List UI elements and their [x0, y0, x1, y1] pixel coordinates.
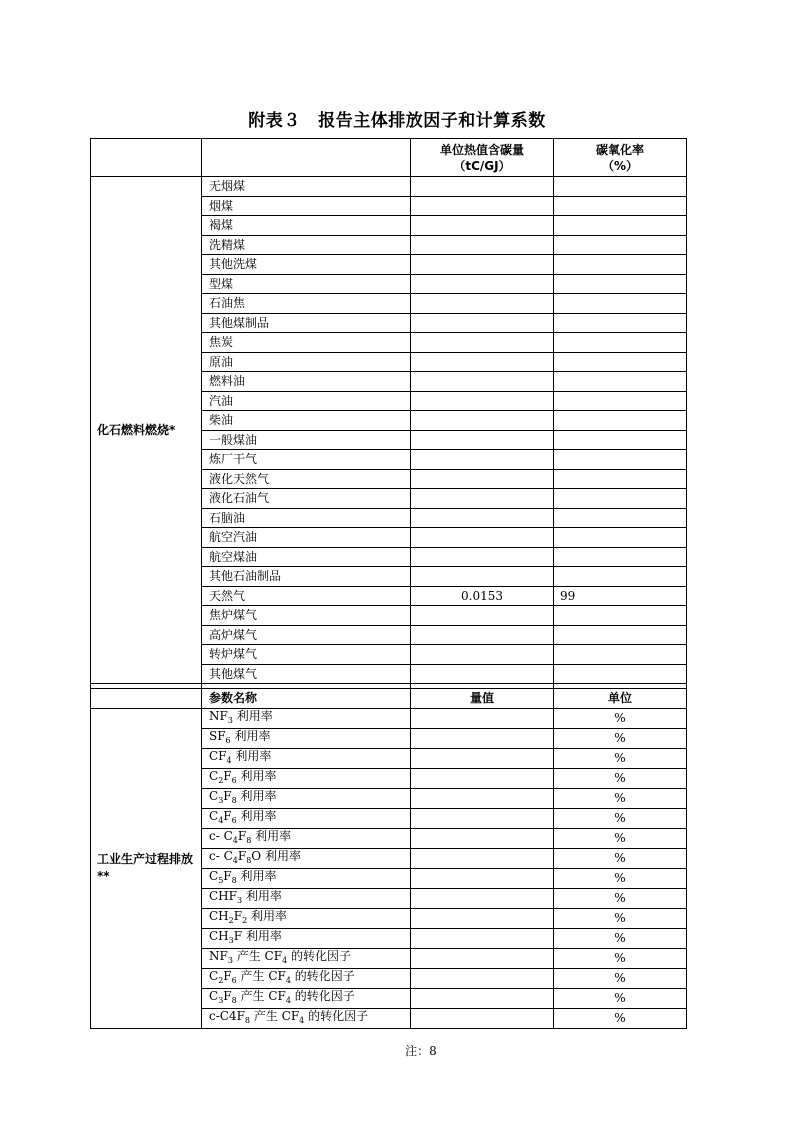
fuel-name: 石油焦 [202, 294, 411, 314]
parameter-value [411, 928, 554, 948]
parameter-value [411, 848, 554, 868]
parameter-value [411, 808, 554, 828]
carbon-content-value [411, 411, 554, 431]
header-empty-1 [91, 139, 202, 177]
parameter-value [411, 768, 554, 788]
header-carbon-content [411, 139, 554, 177]
carbon-content-value [411, 430, 554, 450]
fuel-name: 原油 [202, 352, 411, 372]
carbon-content-value [411, 391, 554, 411]
carbon-content-value [411, 333, 554, 353]
parameter-unit: % [554, 828, 687, 848]
fuel-row [91, 177, 687, 197]
header-oxidation-line1: 碳氧化率 [595, 142, 644, 157]
header-oxidation-line2: （%） [601, 158, 639, 173]
oxidation-rate-value [554, 547, 687, 567]
carbon-content-value [411, 255, 554, 275]
parameter-value [411, 728, 554, 748]
parameter-value [411, 828, 554, 848]
oxidation-rate-value [554, 430, 687, 450]
carbon-content-value [411, 294, 554, 314]
parameter-name: $CF_4$ 利用率 [202, 748, 411, 768]
oxidation-rate-value [554, 625, 687, 645]
parameter-value [411, 948, 554, 968]
value-header: 量值 [411, 689, 554, 709]
fuel-name: 型煤 [202, 274, 411, 294]
carbon-content-value [411, 177, 554, 197]
oxidation-rate-value [554, 196, 687, 216]
oxidation-rate-value [554, 177, 687, 197]
parameter-value [411, 1008, 554, 1028]
parameter-unit: % [554, 888, 687, 908]
carbon-content-value [411, 235, 554, 255]
parameter-value [411, 908, 554, 928]
page-footer: 注：8 [405, 1044, 437, 1058]
parameter-unit: % [554, 748, 687, 768]
fuel-name: 焦炭 [202, 333, 411, 353]
parameter-name: $CH_2F_2$ 利用率 [202, 908, 411, 928]
carbon-content-value [411, 352, 554, 372]
carbon-content-value [411, 489, 554, 509]
parameter-name: $NF_3$ 产生 $CF_4$ 的转化因子 [202, 948, 411, 968]
fuel-name: 褐煤 [202, 216, 411, 236]
carbon-content-value [411, 216, 554, 236]
header-carbon-line2: （tC/GJ） [453, 158, 511, 173]
carbon-content-value [411, 547, 554, 567]
oxidation-rate-value [554, 333, 687, 353]
fuel-name: 无烟煤 [202, 177, 411, 197]
fuel-name: 汽油 [202, 391, 411, 411]
oxidation-rate-value [554, 508, 687, 528]
carbon-content-value: 0.0153 [411, 586, 554, 606]
fuel-name: 石脑油 [202, 508, 411, 528]
oxidation-rate-value: 99 [554, 586, 687, 606]
industrial-header-empty [91, 689, 202, 709]
parameter-unit: % [554, 928, 687, 948]
parameter-value [411, 748, 554, 768]
header-carbon-line1: 单位热值含碳量 [439, 142, 524, 157]
oxidation-rate-value [554, 255, 687, 275]
fuel-name: 液化石油气 [202, 489, 411, 509]
oxidation-rate-value [554, 645, 687, 665]
fuel-name: 其他煤制品 [202, 313, 411, 333]
fuel-name: 液化天然气 [202, 469, 411, 489]
header-oxidation-rate [554, 139, 687, 177]
oxidation-rate-value [554, 606, 687, 626]
carbon-content-value [411, 508, 554, 528]
parameter-name: $C_3F_8$ 产生 $CF_4$ 的转化因子 [202, 988, 411, 1008]
oxidation-rate-value [554, 313, 687, 333]
carbon-content-value [411, 313, 554, 333]
param-name-header: 参数名称 [202, 689, 411, 709]
fuel-name: 烟煤 [202, 196, 411, 216]
fuel-name: 其他洗煤 [202, 255, 411, 275]
parameter-unit: % [554, 948, 687, 968]
oxidation-rate-value [554, 450, 687, 470]
oxidation-rate-value [554, 352, 687, 372]
parameter-unit: % [554, 868, 687, 888]
parameter-unit: % [554, 968, 687, 988]
parameter-value [411, 888, 554, 908]
carbon-content-value [411, 625, 554, 645]
fuel-name: 柴油 [202, 411, 411, 431]
parameter-name: $c-C4F_8$ 产生 $CF_4$ 的转化因子 [202, 1008, 411, 1028]
carbon-content-value [411, 469, 554, 489]
parameter-unit: % [554, 708, 687, 728]
fuel-name: 航空汽油 [202, 528, 411, 548]
parameter-value [411, 708, 554, 728]
header-empty-2 [202, 139, 411, 177]
oxidation-rate-value [554, 294, 687, 314]
fuel-name: 转炉煤气 [202, 645, 411, 665]
carbon-content-value [411, 372, 554, 392]
parameter-name: $C_3F_8$ 利用率 [202, 788, 411, 808]
industrial-header-row [91, 689, 687, 709]
oxidation-rate-value [554, 411, 687, 431]
carbon-content-value [411, 664, 554, 684]
fuel-name: 其他石油制品 [202, 567, 411, 587]
parameter-name: $C_2F_6$ 利用率 [202, 768, 411, 788]
fuel-name: 燃料油 [202, 372, 411, 392]
parameter-name: $C_5F_8$ 利用率 [202, 868, 411, 888]
parameter-name: $SF_6$ 利用率 [202, 728, 411, 748]
oxidation-rate-value [554, 216, 687, 236]
fuel-name: 洗精煤 [202, 235, 411, 255]
oxidation-rate-value [554, 469, 687, 489]
parameter-name: c- $C_4F_8O$ 利用率 [202, 848, 411, 868]
unit-header: 单位 [554, 689, 687, 709]
parameter-value [411, 868, 554, 888]
industrial-category-label: 工业生产过程排放** [91, 708, 202, 1028]
oxidation-rate-value [554, 235, 687, 255]
oxidation-rate-value [554, 489, 687, 509]
parameter-unit: % [554, 768, 687, 788]
oxidation-rate-value [554, 372, 687, 392]
parameter-unit: % [554, 908, 687, 928]
oxidation-rate-value [554, 528, 687, 548]
parameter-name: $C_2F_6$ 产生 $CF_4$ 的转化因子 [202, 968, 411, 988]
fuel-name: 高炉煤气 [202, 625, 411, 645]
carbon-content-value [411, 567, 554, 587]
oxidation-rate-value [554, 391, 687, 411]
parameter-unit: % [554, 1008, 687, 1028]
parameter-name: $C_4F_6$ 利用率 [202, 808, 411, 828]
parameter-value [411, 788, 554, 808]
emission-factor-table [90, 138, 687, 1029]
parameter-row [91, 708, 687, 728]
page-title: 附表３ 报告主体排放因子和计算系数 [248, 111, 546, 131]
parameter-name: $CH_3F$ 利用率 [202, 928, 411, 948]
carbon-content-value [411, 606, 554, 626]
parameter-unit: % [554, 788, 687, 808]
fuel-name: 焦炉煤气 [202, 606, 411, 626]
fossil-category-label: 化石燃料燃烧* [91, 177, 202, 684]
fuel-name: 一般煤油 [202, 430, 411, 450]
fuel-name: 航空煤油 [202, 547, 411, 567]
parameter-unit: % [554, 988, 687, 1008]
fuel-name: 天然气 [202, 586, 411, 606]
oxidation-rate-value [554, 567, 687, 587]
fuel-name: 其他煤气 [202, 664, 411, 684]
parameter-value [411, 968, 554, 988]
parameter-name: $CHF_3$ 利用率 [202, 888, 411, 908]
header-row [91, 139, 687, 177]
carbon-content-value [411, 528, 554, 548]
oxidation-rate-value [554, 664, 687, 684]
parameter-name: c- $C_4F_8$ 利用率 [202, 828, 411, 848]
parameter-unit: % [554, 808, 687, 828]
parameter-name: $NF_3$ 利用率 [202, 708, 411, 728]
carbon-content-value [411, 645, 554, 665]
oxidation-rate-value [554, 274, 687, 294]
carbon-content-value [411, 196, 554, 216]
carbon-content-value [411, 450, 554, 470]
parameter-unit: % [554, 848, 687, 868]
carbon-content-value [411, 274, 554, 294]
fuel-name: 炼厂干气 [202, 450, 411, 470]
parameter-unit: % [554, 728, 687, 748]
parameter-value [411, 988, 554, 1008]
